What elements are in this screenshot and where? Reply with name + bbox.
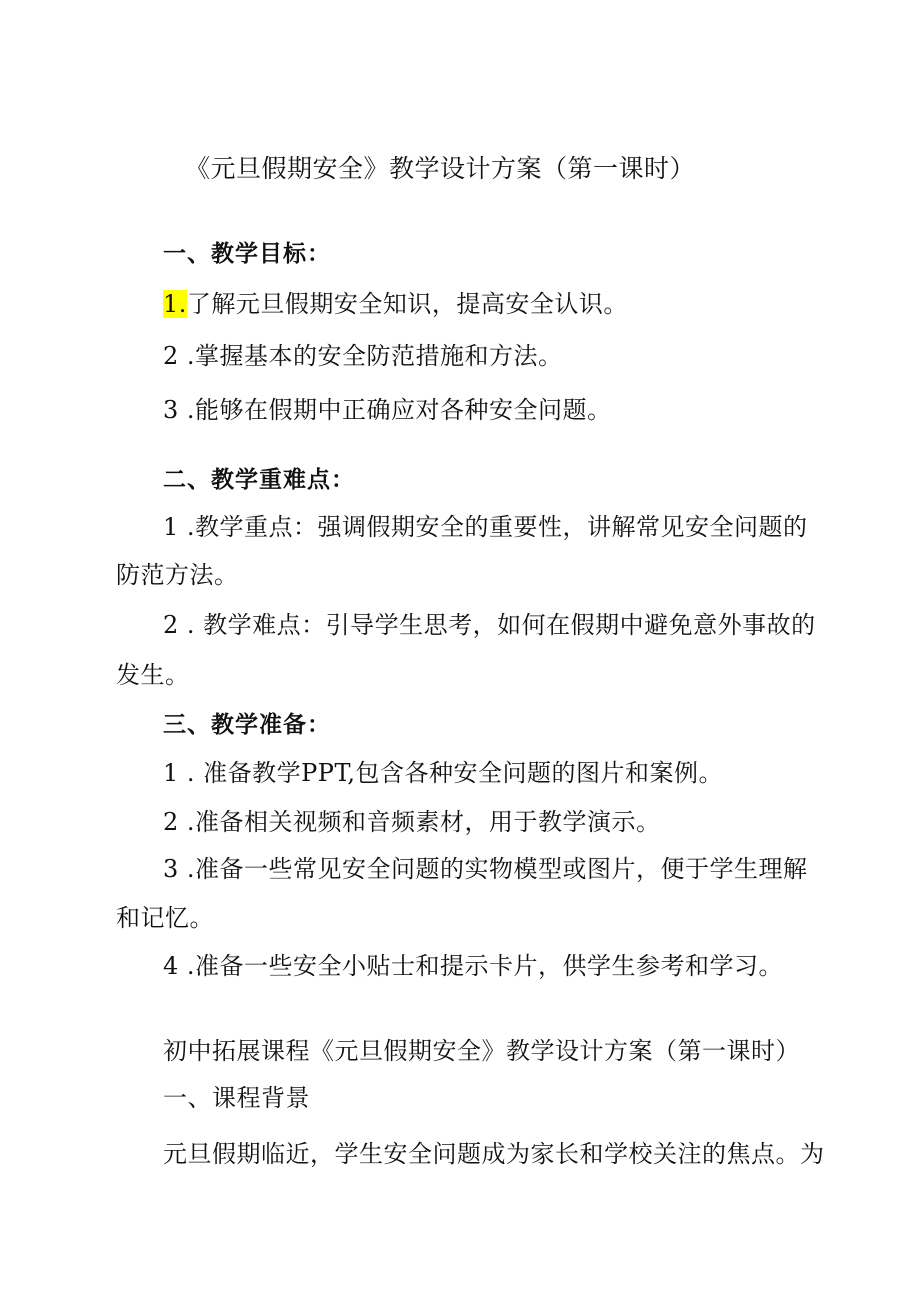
preparation-item-2: 2 .准备相关视频和音频素材，用于教学演示。 [163,808,661,836]
key-point-item-2-line-1: 2 . 教学难点：引导学生思考，如何在假期中避免意外事故的 [163,611,816,639]
course-title: 初中拓展课程《元旦假期安全》教学设计方案（第一课时） [163,1037,800,1065]
key-point-item-1-line-2: 防范方法。 [116,561,239,589]
preparation-item-3-line-1: 3 .准备一些常见安全问题的实物模型或图片，便于学生理解 [163,855,808,883]
key-point-item-2-line-2: 发生。 [116,661,190,689]
preparation-item-1: 1 . 准备教学PPT,包含各种安全问题的图片和案例。 [163,759,724,787]
section-heading-preparation: 三、教学准备： [163,712,331,738]
section-heading-key-points: 二、教学重难点： [163,467,355,493]
preparation-item-4: 4 .准备一些安全小贴士和提示卡片，供学生参考和学习。 [163,952,784,980]
objective-item-2: 2 .掌握基本的安全防范措施和方法。 [163,342,563,370]
document-title: 《元旦假期安全》教学设计方案（第一课时） [185,154,696,183]
objective-item-1 [163,288,628,320]
course-background-paragraph: 元旦假期临近，学生安全问题成为家长和学校关注的焦点。为 [163,1140,825,1168]
course-background-heading: 一、课程背景 [163,1084,310,1112]
preparation-item-3-line-2: 和记忆。 [116,904,214,932]
section-heading-objectives: 一、教学目标： [163,241,331,267]
objective-item-1-text: 了解元旦假期安全知识，提高安全认识。 [186,290,628,318]
objective-item-3: 3 .能够在假期中正确应对各种安全问题。 [163,396,612,424]
key-point-item-1-line-1: 1 .教学重点：强调假期安全的重要性，讲解常见安全问题的 [163,513,808,541]
highlighted-number: 1. [163,290,187,318]
